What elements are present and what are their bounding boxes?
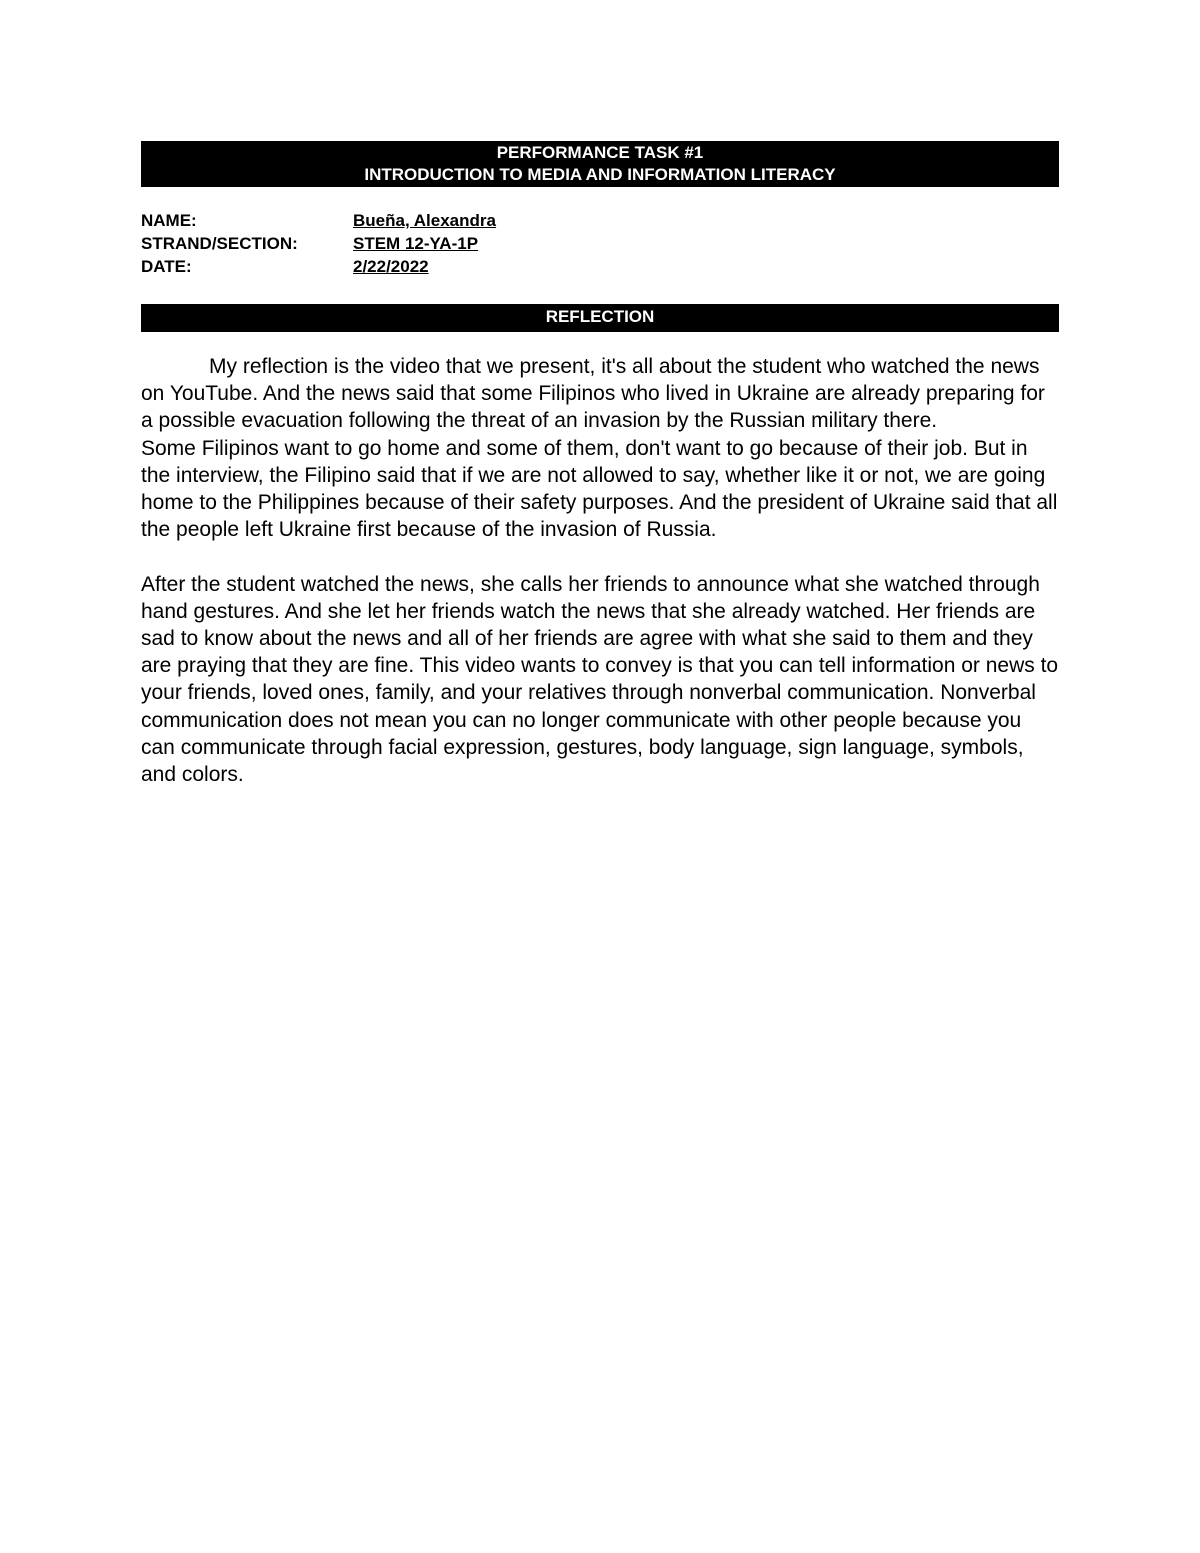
date-row (141, 255, 1059, 278)
document-page (141, 141, 1059, 788)
course-title: INTRODUCTION TO MEDIA AND INFORMATION LITERACY (364, 165, 836, 184)
task-title: PERFORMANCE TASK #1 (496, 143, 704, 162)
strand-row (141, 232, 1059, 255)
student-info (141, 209, 1059, 278)
name-row (141, 209, 1059, 232)
strand-label: STRAND/SECTION: (141, 234, 298, 253)
strand-value: STEM 12-YA-1P (353, 234, 479, 253)
reflection-heading: REFLECTION (141, 304, 1059, 332)
title-banner (141, 141, 1059, 187)
name-label: NAME: (141, 211, 197, 230)
date-value: 2/22/2022 (353, 257, 429, 276)
date-label: DATE: (141, 257, 192, 276)
paragraph-1: My reflection is the video that we present, it's all about the student who watched the news on YouTube. And the news said that some Filipinos who lived in Ukraine are already preparing for a possible evacuation following the threat of an invasion by the Russian military there. (141, 355, 1045, 433)
reflection-body (141, 353, 1059, 788)
paragraph-spacer (141, 543, 1059, 570)
paragraph-3: After the student watched the news, she calls her friends to announce what she watched through hand gestures. And she let her friends watch the news that she already watched. Her friends are sad to know about the news and all of her friends are agree with what she said to them and they are praying that they are fine. This video wants to convey is that you can tell information or news to your friends, loved ones, family, and your relatives through nonverbal communication. Nonverbal communication does not mean you can no longer communicate with other people because you can communicate through facial expression, gestures, body language, sign language, symbols, and colors. (141, 572, 1059, 787)
name-value: Bueña, Alexandra (353, 211, 496, 230)
paragraph-2: Some Filipinos want to go home and some of them, don't want to go because of their job. But in the interview, the Filipino said that if we are not allowed to say, whether like it or not, we are going home to the Philippines because of their safety purposes. And the president of Ukraine said that all the people left Ukraine first because of the invasion of Russia. (141, 436, 1058, 542)
